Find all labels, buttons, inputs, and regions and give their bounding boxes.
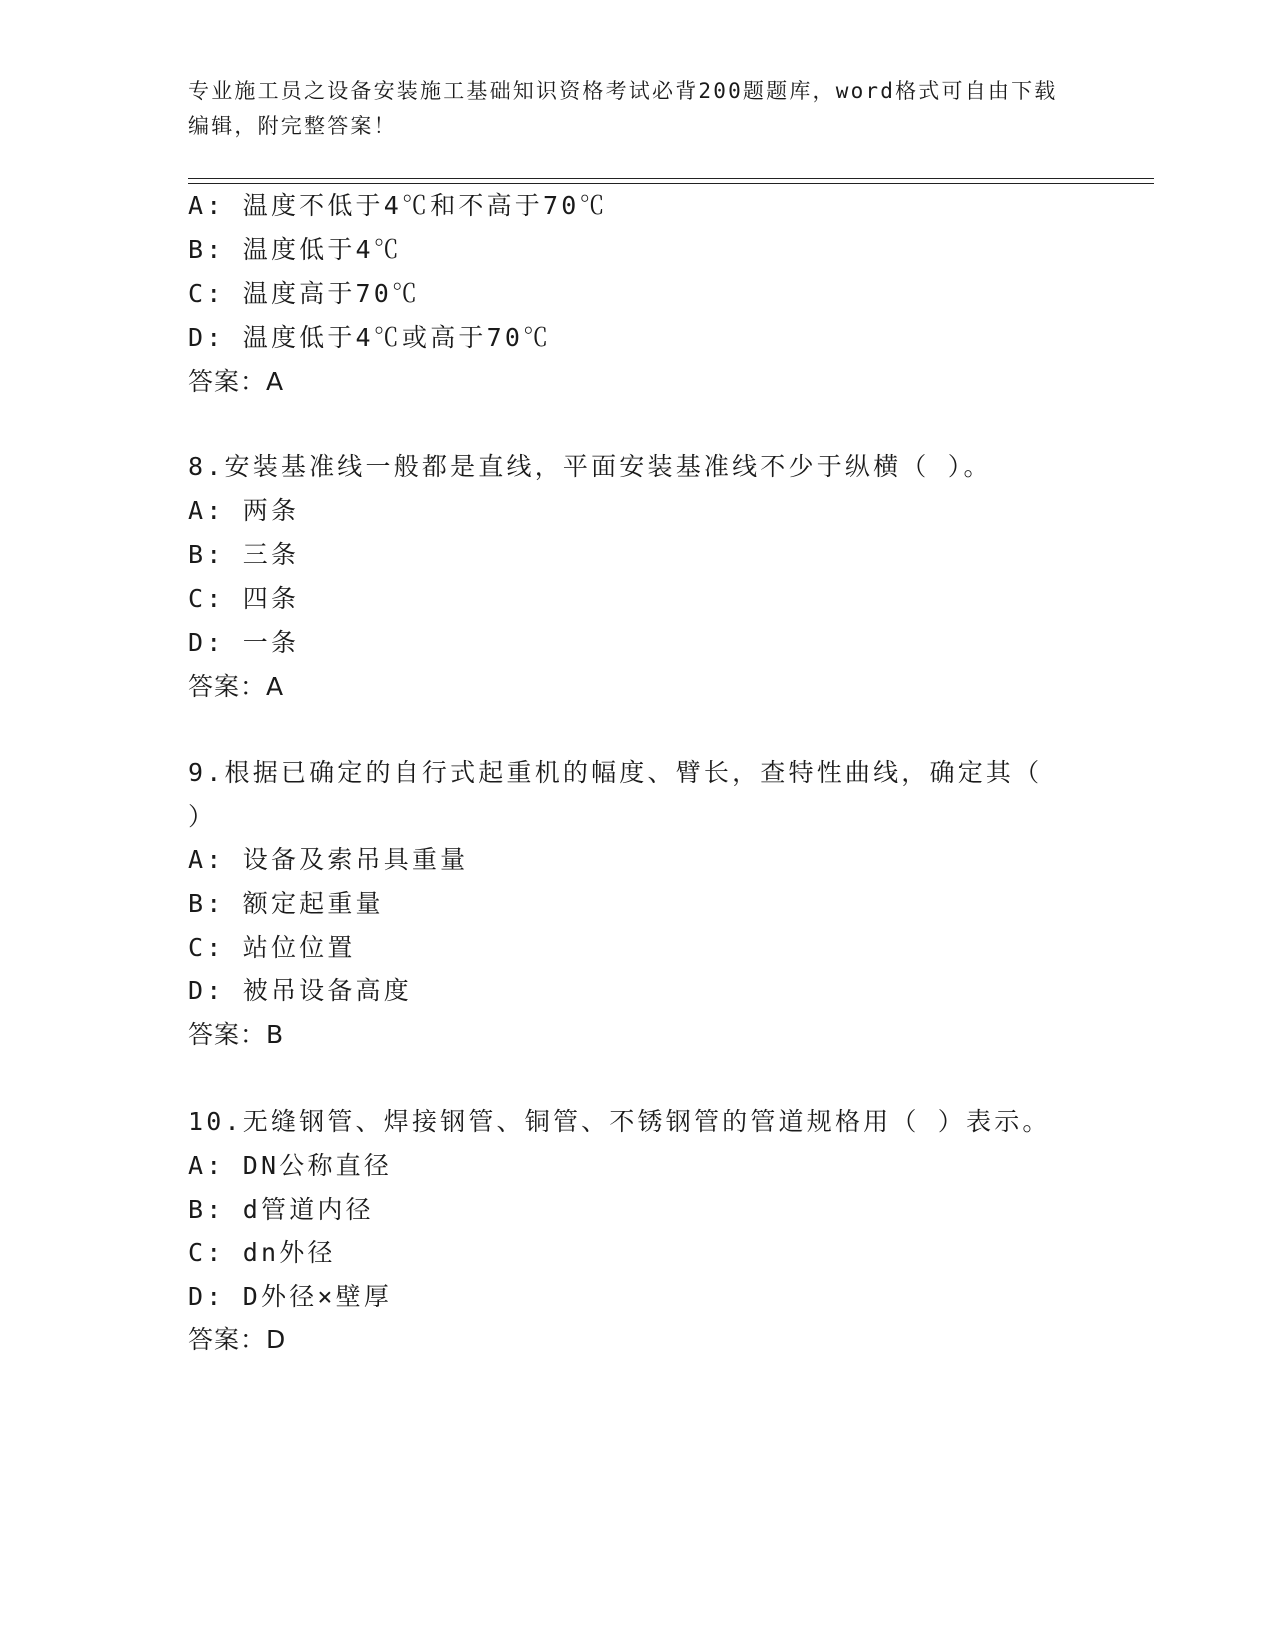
answer-line: 答案：A bbox=[188, 367, 285, 396]
option-b: B: 三条 bbox=[188, 540, 300, 569]
question-9-text-continued: ） bbox=[188, 802, 217, 831]
option-b: B: 额定起重量 bbox=[188, 889, 384, 918]
question-10-text: 10.无缝钢管、焊接钢管、铜管、不锈钢管的管道规格用（ ）表示。 bbox=[188, 1107, 1051, 1136]
option-c: C: 站位位置 bbox=[188, 933, 356, 962]
option-b: B: d管道内径 bbox=[188, 1195, 374, 1224]
answer-line: 答案：D bbox=[188, 1325, 287, 1354]
option-b: B: 温度低于4℃ bbox=[188, 235, 403, 264]
option-a: A: 设备及索吊具重量 bbox=[188, 845, 469, 874]
answer-line: 答案：A bbox=[188, 672, 285, 701]
option-a: A: 两条 bbox=[188, 496, 300, 525]
option-a: A: 温度不低于4℃和不高于70℃ bbox=[188, 191, 608, 220]
option-d: D: D外径×壁厚 bbox=[188, 1282, 393, 1311]
option-c: C: 四条 bbox=[188, 584, 300, 613]
option-d: D: 被吊设备高度 bbox=[188, 976, 412, 1005]
option-a: A: DN公称直径 bbox=[188, 1151, 393, 1180]
document-header: 专业施工员之设备安装施工基础知识资格考试必背200题题库，word格式可自由下载编辑，附完整答案！ bbox=[188, 79, 1058, 138]
option-c: C: 温度高于70℃ bbox=[188, 279, 421, 308]
header-divider-bottom bbox=[188, 183, 1154, 184]
option-d: D: 一条 bbox=[188, 628, 300, 657]
option-c: C: dn外径 bbox=[188, 1238, 336, 1267]
option-d: D: 温度低于4℃或高于70℃ bbox=[188, 323, 552, 352]
question-8-text: 8.安装基准线一般都是直线，平面安装基准线不少于纵横（ ）。 bbox=[188, 452, 992, 481]
header-divider-top bbox=[188, 178, 1154, 179]
answer-line: 答案：B bbox=[188, 1020, 285, 1049]
question-9-text: 9.根据已确定的自行式起重机的幅度、臂长，查特性曲线，确定其（ bbox=[188, 758, 1043, 787]
